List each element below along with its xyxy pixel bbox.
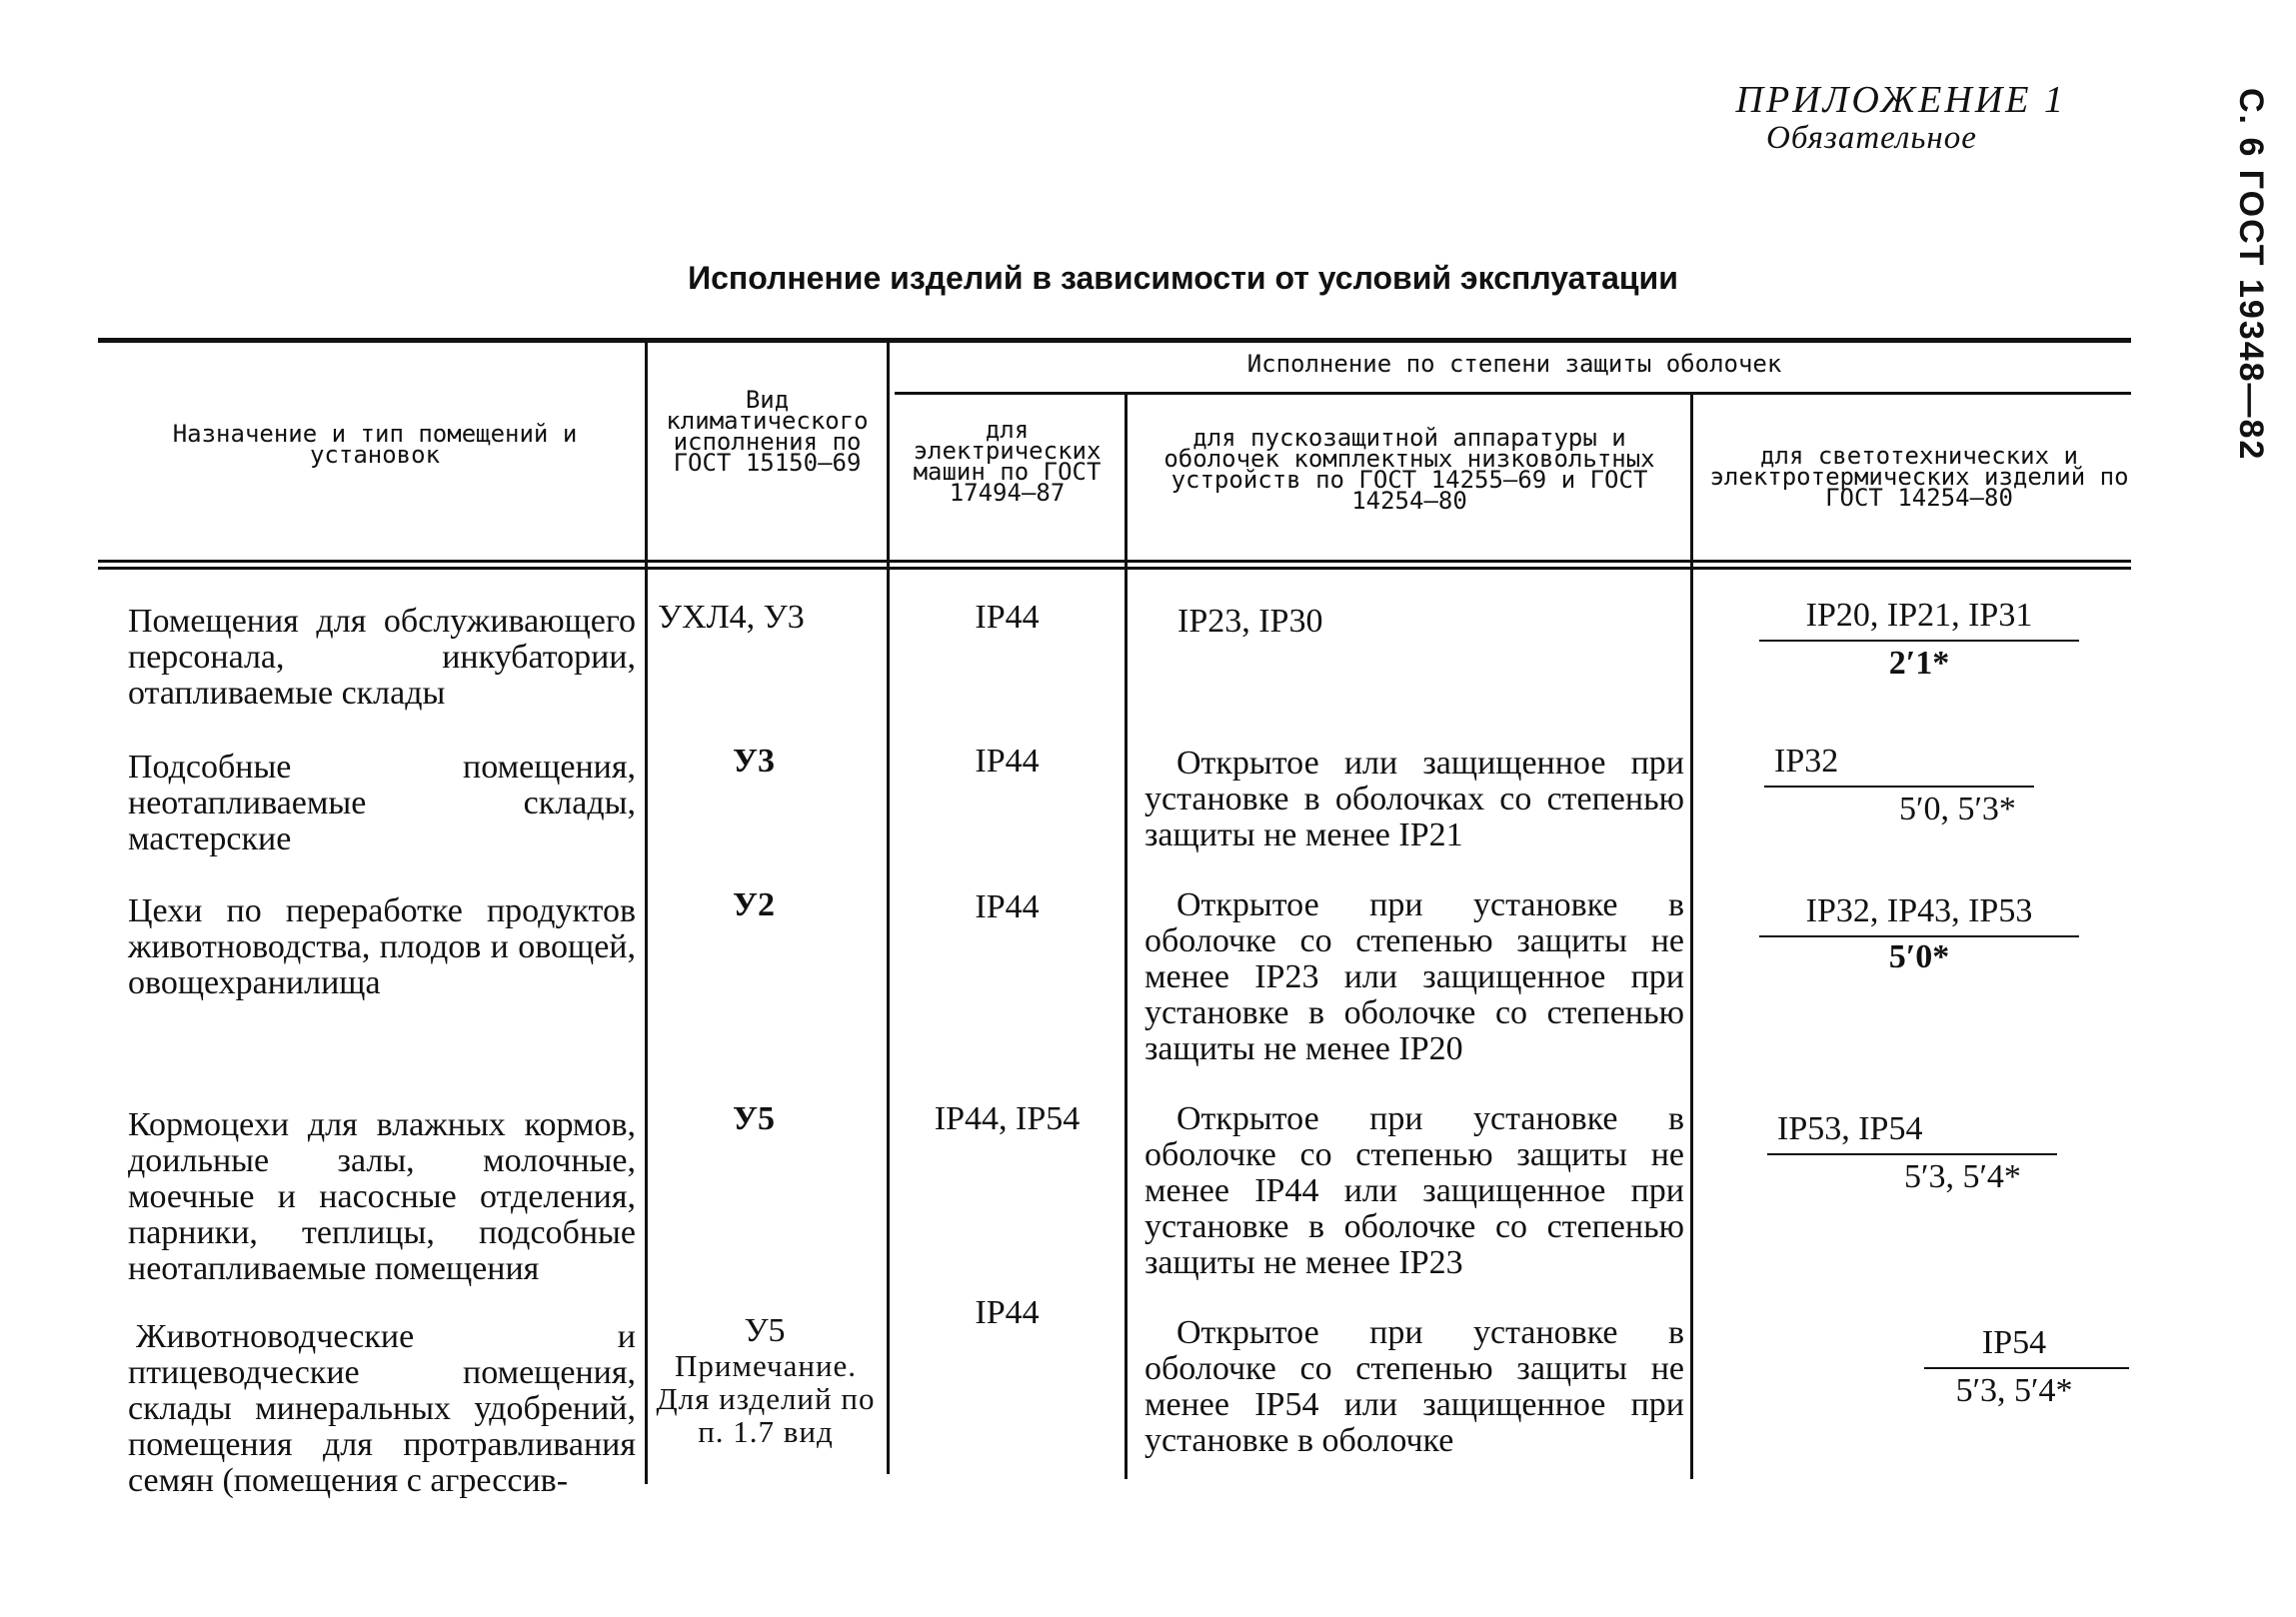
row5-lighting-top: IP54: [1981, 1324, 2047, 1361]
row5-purpose: Животноводческие и птицеводческие помещения, склады минеральных удобрений, помещения для протравливания семян (помещения с агрессив-: [128, 1318, 636, 1499]
row3-purpose: Цехи по переработке продуктов животноводства, плодов и овощей, овощехранилища: [128, 892, 636, 1001]
row5-climate-note: Примечание. Для изделий по п. 1.7 вид: [656, 1348, 876, 1449]
row4-machines: IP44, IP54: [934, 1100, 1081, 1137]
row2-purpose: Подсобные помещения, неотапливаемые склады, мастерские: [128, 749, 636, 857]
row5-apparatus: Открытое при установке в оболочке со степенью защиты не менее IP54 или защищенное при установке в оболочке: [1145, 1314, 1684, 1459]
row4-purpose: Кормоцехи для влажных кормов, доильные залы, молочные, моечные и насосные отделения, парники, теплицы, подсобные неотапливаемые помещения: [128, 1106, 636, 1287]
header-apparatus: для пускозащитной аппаратуры и оболочек комплектных низковольтных устройств по ГОСТ 14255—69 и ГОСТ 14254—80: [1163, 424, 1655, 515]
row4-climate: У5: [733, 1100, 775, 1137]
row4-apparatus: Открытое при установке в оболочке со степенью защиты не менее IP44 или защищенное при установке в оболочке со степенью защиты не менее IP23: [1145, 1100, 1684, 1281]
group-header-rule: [895, 392, 2131, 395]
header-purpose: Назначение и тип помещений и установок: [172, 420, 578, 469]
table-title: Исполнение изделий в зависимости от условий эксплуатации: [688, 260, 1678, 296]
row1-climate: УХЛ4, У3: [658, 599, 805, 636]
col-divider-2: [887, 343, 890, 1474]
row1-lighting-bottom: 2′1*: [1888, 645, 1950, 682]
row3-machines: IP44: [975, 888, 1040, 925]
row1-fraction-line: [1759, 640, 2079, 642]
header-climate: Вид климатического исполнения по ГОСТ 15150—69: [666, 386, 869, 477]
row3-apparatus: Открытое при установке в оболочке со степенью защиты не менее IP23 или защищенное при установке в оболочке со степенью защиты не менее IP20: [1145, 886, 1684, 1067]
row2-climate: У3: [733, 743, 775, 780]
appendix-title: ПРИЛОЖЕНИЕ 1: [1735, 79, 2066, 121]
row5-machines: IP44: [975, 1294, 1040, 1331]
row5-fraction-line: [1924, 1367, 2129, 1369]
row1-machines: IP44: [975, 599, 1040, 636]
table-top-rule: [98, 338, 2131, 343]
row2-lighting-top: IP32: [1774, 743, 1839, 780]
appendix-subtitle: Обязательное: [1766, 120, 1977, 156]
header-machines: для электрических машин по ГОСТ 17494—87: [913, 416, 1102, 507]
header-bottom-rule-1: [98, 560, 2131, 563]
side-page-header: С. 6 ГОСТ 19348—82: [2232, 88, 2270, 462]
header-bottom-rule-2: [98, 567, 2131, 570]
row3-climate: У2: [733, 886, 775, 923]
row1-apparatus: IP23, IP30: [1177, 603, 1323, 640]
row4-lighting-bottom: 5′3, 5′4*: [1904, 1158, 2021, 1195]
row1-lighting-top: IP20, IP21, IP31: [1805, 597, 2033, 634]
row4-lighting-top: IP53, IP54: [1777, 1110, 1923, 1147]
col-divider-3: [1125, 395, 1128, 1479]
row2-apparatus: Открытое или защищенное при установке в оболочках со степенью защиты не менее IP21: [1145, 745, 1684, 853]
col-divider-4: [1690, 395, 1693, 1479]
row3-lighting-bottom: 5′0*: [1888, 938, 1950, 975]
row5-lighting-bottom: 5′3, 5′4*: [1955, 1372, 2073, 1409]
row3-fraction-line: [1759, 935, 2079, 937]
row2-lighting-bottom: 5′0, 5′3*: [1899, 791, 2016, 827]
row2-machines: IP44: [975, 743, 1040, 780]
row5-climate: У5: [744, 1312, 786, 1349]
row3-lighting-top: IP32, IP43, IP53: [1805, 892, 2033, 929]
header-protection-group: Исполнение по степени защиты оболочек: [1246, 350, 1782, 378]
header-lighting: для светотехнических и электротермических изделий по ГОСТ 14254—80: [1709, 442, 2129, 512]
row1-purpose: Помещения для обслуживающего персонала, инкубатории, отапливаемые склады: [128, 603, 636, 712]
col-divider-1: [645, 343, 648, 1484]
row2-fraction-line: [1764, 786, 2034, 788]
row4-fraction-line: [1767, 1153, 2057, 1155]
